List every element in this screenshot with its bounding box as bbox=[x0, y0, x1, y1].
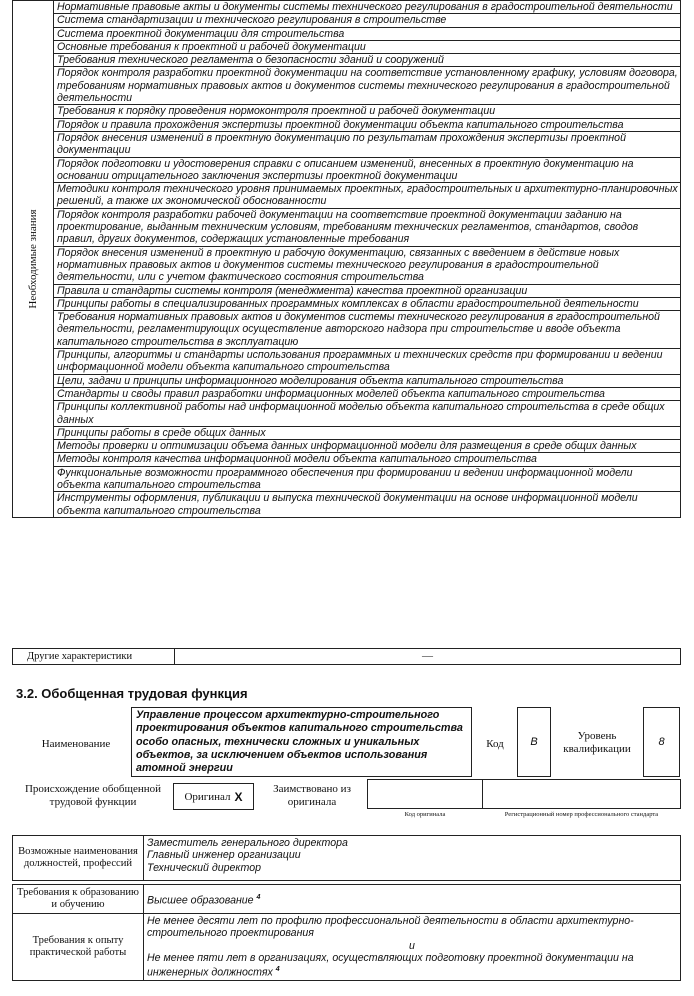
education-label: Требования к образованию и обучению bbox=[13, 885, 144, 914]
knowledge-item: Цели, задачи и принципы информационного моделирования объекта капитального строительства bbox=[54, 374, 681, 387]
knowledge-item: Нормативные правовые акты и документы системы технического регулирования в градостроительной деятельности bbox=[54, 1, 681, 14]
knowledge-row bbox=[13, 131, 681, 157]
borrowed-label: Заимствовано из оригинала bbox=[273, 783, 351, 808]
education-footnote: 4 bbox=[256, 893, 261, 901]
education-row bbox=[13, 885, 681, 914]
knowledge-row bbox=[13, 1, 681, 14]
knowledge-row bbox=[13, 453, 681, 466]
knowledge-item: Система стандартизации и технического регулирования в строительстве bbox=[54, 14, 681, 27]
positions-value bbox=[144, 836, 681, 881]
knowledge-item: Принципы работы в среде общих данных bbox=[54, 426, 681, 439]
other-characteristics-table bbox=[12, 648, 681, 665]
knowledge-item: Методы проверки и оптимизации объема данных информационной модели для размещения в среде общих данных bbox=[54, 440, 681, 453]
experience-item: Не менее десяти лет по профилю профессиональной деятельности в области архитектурно-строительного проектирования bbox=[147, 915, 634, 940]
original-label: Оригинал bbox=[184, 790, 231, 803]
knowledge-category-label: Необходимые знания bbox=[27, 209, 39, 309]
other-characteristics-label: Другие характеристики bbox=[13, 649, 175, 665]
experience-label: Требования к опыту практической работы bbox=[13, 914, 144, 981]
qualification-level-value: 8 bbox=[643, 707, 680, 777]
knowledge-item: Стандарты и своды правил разработки информационных моделей объекта капитального строительства bbox=[54, 387, 681, 400]
knowledge-category-cell bbox=[13, 1, 54, 518]
code-label: Код bbox=[486, 738, 504, 750]
knowledge-row bbox=[13, 14, 681, 27]
experience-item-text: Не менее пяти лет в организациях, осуществляющих подготовку проектной документации на инженерных должностях bbox=[147, 951, 634, 979]
knowledge-table bbox=[12, 0, 681, 518]
knowledge-item: Принципы, алгоритмы и стандарты использования программных и технических средств при формировании и ведении информационной модели объекта капитального строительства bbox=[54, 349, 681, 375]
experience-value-cell bbox=[144, 914, 681, 981]
knowledge-row bbox=[13, 118, 681, 131]
knowledge-item: Правила и стандарты системы контроля (менеджмента) качества проектной организации bbox=[54, 284, 681, 297]
knowledge-item: Порядок внесения изменений в проектную и рабочую документацию, связанных с введением в действие новых нормативных правовых актов и документов системы технического регулирования в градостроительной деятельности, или с учетом фактического состояния строительства bbox=[54, 246, 681, 284]
origin-label: Происхождение обобщенной трудовой функции bbox=[24, 783, 162, 808]
knowledge-item: Принципы коллективной работы над информационной моделью объекта капитального строительства в среде общих данных bbox=[54, 401, 681, 427]
knowledge-row bbox=[13, 157, 681, 183]
knowledge-row bbox=[13, 246, 681, 284]
knowledge-row bbox=[13, 67, 681, 105]
knowledge-row bbox=[13, 401, 681, 427]
knowledge-item: Требования к порядку проведения нормоконтроля проектной и рабочей документации bbox=[54, 105, 681, 118]
other-characteristics-value: — bbox=[175, 649, 681, 665]
knowledge-item: Система проектной документации для строительства bbox=[54, 27, 681, 40]
position-item: Технический директор bbox=[147, 861, 261, 874]
knowledge-item: Требования нормативных правовых актов и документов системы технического регулирования в градостроительной деятельности, регламентирующих осуществление авторского надзора при строительстве и вводе объекта капитального строительства в эксплуатацию bbox=[54, 311, 681, 349]
code-value: B bbox=[517, 707, 551, 777]
position-item: Главный инженер организации bbox=[147, 849, 301, 862]
experience-footnote: 4 bbox=[275, 966, 280, 974]
knowledge-row bbox=[13, 54, 681, 67]
knowledge-row bbox=[13, 374, 681, 387]
knowledge-item: Основные требования к проектной и рабочей документации bbox=[54, 40, 681, 53]
knowledge-item: Методы контроля качества информационной модели объекта капитального строительства bbox=[54, 453, 681, 466]
knowledge-row bbox=[13, 349, 681, 375]
education-value: Высшее образование bbox=[147, 894, 254, 907]
positions-label: Возможные наименования должностей, профессий bbox=[13, 836, 144, 881]
knowledge-item: Инструменты оформления, публикации и выпуска технической документации на основе информационной модели объекта капитального строительства bbox=[54, 492, 681, 518]
knowledge-item: Функциональные возможности программного обеспечения при формировании и ведении информационной модели объекта капитального строительства bbox=[54, 466, 681, 492]
knowledge-item: Принципы работы в специализированных программных комплексах в области градостроительной деятельности bbox=[54, 297, 681, 310]
registration-number-box bbox=[482, 779, 681, 809]
knowledge-row bbox=[13, 426, 681, 439]
knowledge-item: Методики контроля технического уровня принимаемых проектных, градостроительных и архитектурно-планировочных решений, а также их экономической обоснованности bbox=[54, 183, 681, 209]
knowledge-item: Порядок контроля разработки рабочей документации на соответствие проектной документации заданию на проектирование, выданным техническим условиям, требованиям технических регламентов, стандартов, сводов правил, других документов, содержащих установленные требования bbox=[54, 208, 681, 246]
original-checkbox-box bbox=[173, 783, 254, 810]
function-name-value: Управление процессом архитектурно-строительного проектирования объектов капитального строительства особо опасных, технически сложных и уникальных объектов, за исключением объектов использования атомной энергии bbox=[131, 707, 472, 777]
code-original-box bbox=[367, 779, 483, 809]
experience-row bbox=[13, 914, 681, 981]
knowledge-row bbox=[13, 105, 681, 118]
knowledge-row bbox=[13, 183, 681, 209]
knowledge-row bbox=[13, 297, 681, 310]
knowledge-row bbox=[13, 208, 681, 246]
knowledge-item: Порядок подготовки и удостоверения справки с описанием изменений, внесенных в проектную документацию на основании отрицательного заключения экспертизы проектной документации bbox=[54, 157, 681, 183]
position-item: Заместитель генерального директора bbox=[147, 837, 348, 849]
knowledge-row bbox=[13, 387, 681, 400]
registration-number-caption: Регистрационный номер профессионального стандарта bbox=[504, 811, 659, 818]
knowledge-row bbox=[13, 466, 681, 492]
code-original-caption: Код оригинала bbox=[404, 811, 446, 818]
knowledge-row bbox=[13, 440, 681, 453]
experience-conjunction: и bbox=[409, 939, 415, 952]
knowledge-row bbox=[13, 40, 681, 53]
knowledge-row bbox=[13, 311, 681, 349]
original-mark: X bbox=[234, 789, 243, 804]
name-label: Наименование bbox=[41, 738, 111, 750]
knowledge-row bbox=[13, 492, 681, 518]
knowledge-item: Порядок внесения изменений в проектную документацию по результатам прохождения экспертизы проектной документации bbox=[54, 131, 681, 157]
knowledge-item: Порядок контроля разработки проектной документации на соответствие установленному графику, условиям договора, требованиям нормативных правовых актов и документов системы технического регулирования в градостроительной деятельности bbox=[54, 67, 681, 105]
requirements-table bbox=[12, 835, 681, 981]
education-value-cell bbox=[144, 885, 681, 914]
section-title: 3.2. Обобщенная трудовая функция bbox=[16, 686, 248, 701]
qualification-level-label: Уровень квалификации bbox=[563, 730, 631, 755]
knowledge-item: Порядок и правила прохождения экспертизы проектной документации объекта капитального строительства bbox=[54, 118, 681, 131]
knowledge-row bbox=[13, 284, 681, 297]
knowledge-item: Требования технического регламента о безопасности зданий и сооружений bbox=[54, 54, 681, 67]
experience-item bbox=[147, 952, 677, 979]
other-characteristics-row bbox=[13, 649, 681, 665]
knowledge-row bbox=[13, 27, 681, 40]
positions-row bbox=[13, 836, 681, 881]
